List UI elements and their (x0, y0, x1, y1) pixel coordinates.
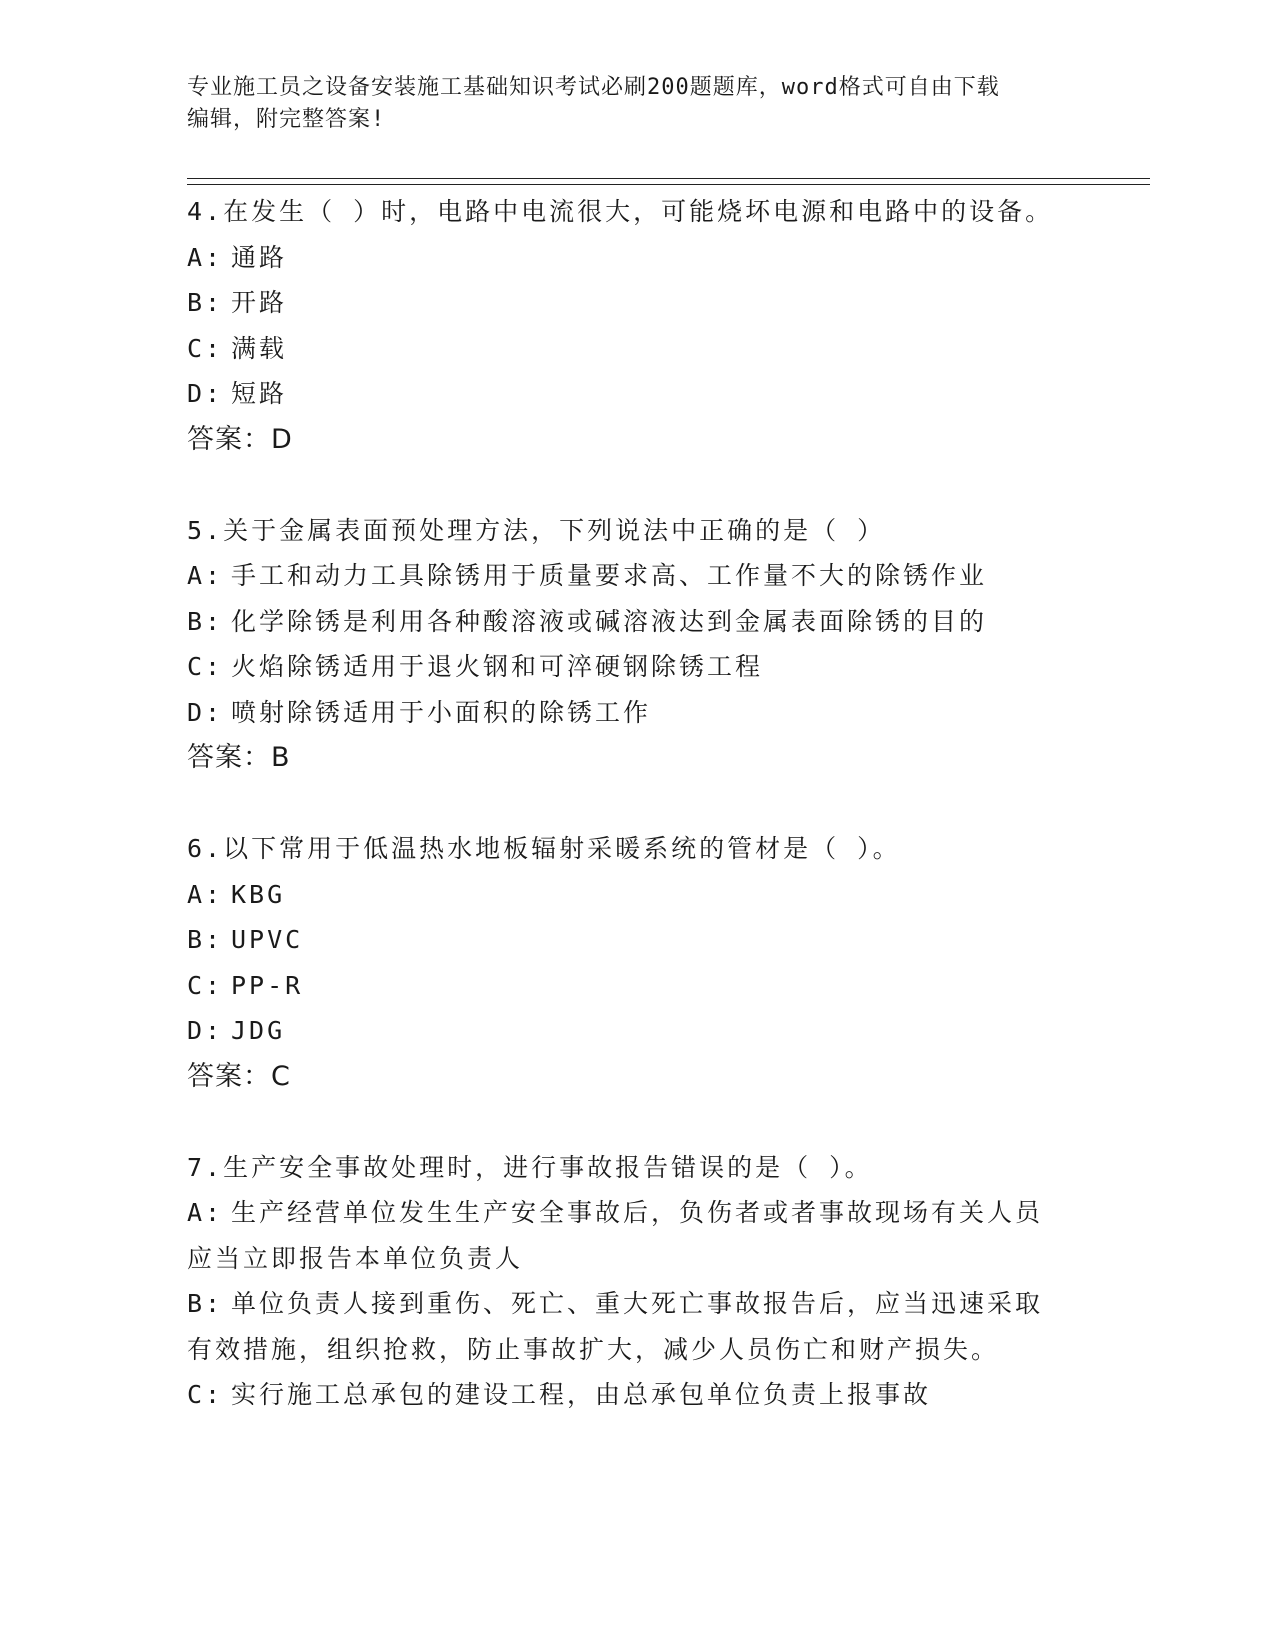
option-label: C: (187, 652, 224, 681)
option-text: 火焰除锈适用于退火钢和可淬硬钢除锈工程 (231, 652, 764, 681)
option-text: 实行施工总承包的建设工程，由总承包单位负责上报事故 (231, 1380, 932, 1409)
option-d (187, 690, 1087, 736)
option-label: D: (187, 379, 224, 408)
header-divider-bottom (187, 184, 1150, 185)
header-title-line-2: 编辑，附完整答案! (187, 107, 386, 132)
answer-line: 答案：D (187, 423, 293, 455)
option-text: 手工和动力工具除锈用于质量要求高、工作量不大的除锈作业 (231, 561, 988, 590)
option-label: D: (187, 1016, 224, 1045)
option-label: D: (187, 697, 224, 727)
option-label: B: (187, 1289, 224, 1318)
option-b (187, 280, 1087, 326)
option-label: C: (187, 970, 224, 1000)
option-text: 喷射除锈适用于小面积的除锈工作 (231, 697, 652, 727)
option-c (187, 326, 1087, 372)
option-b-continuation: 有效措施，组织抢救，防止事故扩大，减少人员伤亡和财产损失。 (187, 1334, 1000, 1364)
option-text: 满载 (231, 333, 288, 363)
option-text: 开路 (231, 288, 288, 317)
question-list (187, 189, 1087, 1463)
header-title-line-1: 专业施工员之设备安装施工基础知识考试必刷200题题库，word格式可自由下载 (187, 75, 1000, 100)
option-text: UPVC (231, 925, 304, 954)
option-a (187, 1190, 1087, 1236)
option-c (187, 1372, 1087, 1418)
option-b (187, 917, 1087, 963)
option-text: 短路 (231, 379, 288, 408)
document-header (187, 72, 1067, 136)
answer-line: 答案：C (187, 1060, 291, 1092)
option-label: A: (187, 879, 224, 909)
option-text: JDG (231, 1016, 286, 1045)
question-5 (187, 508, 1087, 782)
option-d (187, 371, 1087, 417)
option-c (187, 963, 1087, 1009)
option-label: C: (187, 333, 224, 363)
option-text: PP-R (231, 970, 304, 1000)
option-label: B: (187, 288, 224, 317)
option-text: 化学除锈是利用各种酸溶液或碱溶液达到金属表面除锈的目的 (231, 606, 988, 636)
option-text: 通路 (231, 242, 288, 272)
option-text: KBG (231, 879, 286, 909)
option-a (187, 235, 1087, 281)
question-stem: 5.关于金属表面预处理方法，下列说法中正确的是（ ） (187, 515, 886, 545)
answer-line: 答案：B (187, 742, 291, 773)
option-c (187, 644, 1087, 690)
option-text: 单位负责人接到重伤、死亡、重大死亡事故报告后，应当迅速采取 (231, 1289, 1044, 1318)
option-label: A: (187, 242, 224, 272)
question-stem: 7.生产安全事故处理时，进行事故报告错误的是（ ）。 (187, 1152, 873, 1182)
option-text: 生产经营单位发生生产安全事故后，负伤者或者事故现场有关人员 (231, 1198, 1044, 1227)
option-b (187, 1281, 1087, 1327)
question-stem: 4.在发生（ ）时，电路中电流很大，可能烧坏电源和电路中的设备。 (187, 197, 1054, 226)
header-divider-top (187, 178, 1150, 179)
option-label: B: (187, 606, 224, 636)
option-a (187, 872, 1087, 918)
question-stem: 6.以下常用于低温热水地板辐射采暖系统的管材是（ ）。 (187, 834, 901, 863)
option-label: C: (187, 1380, 224, 1409)
option-a-continuation: 应当立即报告本单位负责人 (187, 1243, 524, 1273)
option-label: B: (187, 925, 224, 954)
option-d (187, 1008, 1087, 1054)
option-b (187, 599, 1087, 645)
question-6 (187, 826, 1087, 1100)
option-label: A: (187, 561, 224, 590)
option-a (187, 553, 1087, 599)
question-7 (187, 1145, 1087, 1418)
question-4 (187, 189, 1087, 463)
option-label: A: (187, 1198, 224, 1227)
